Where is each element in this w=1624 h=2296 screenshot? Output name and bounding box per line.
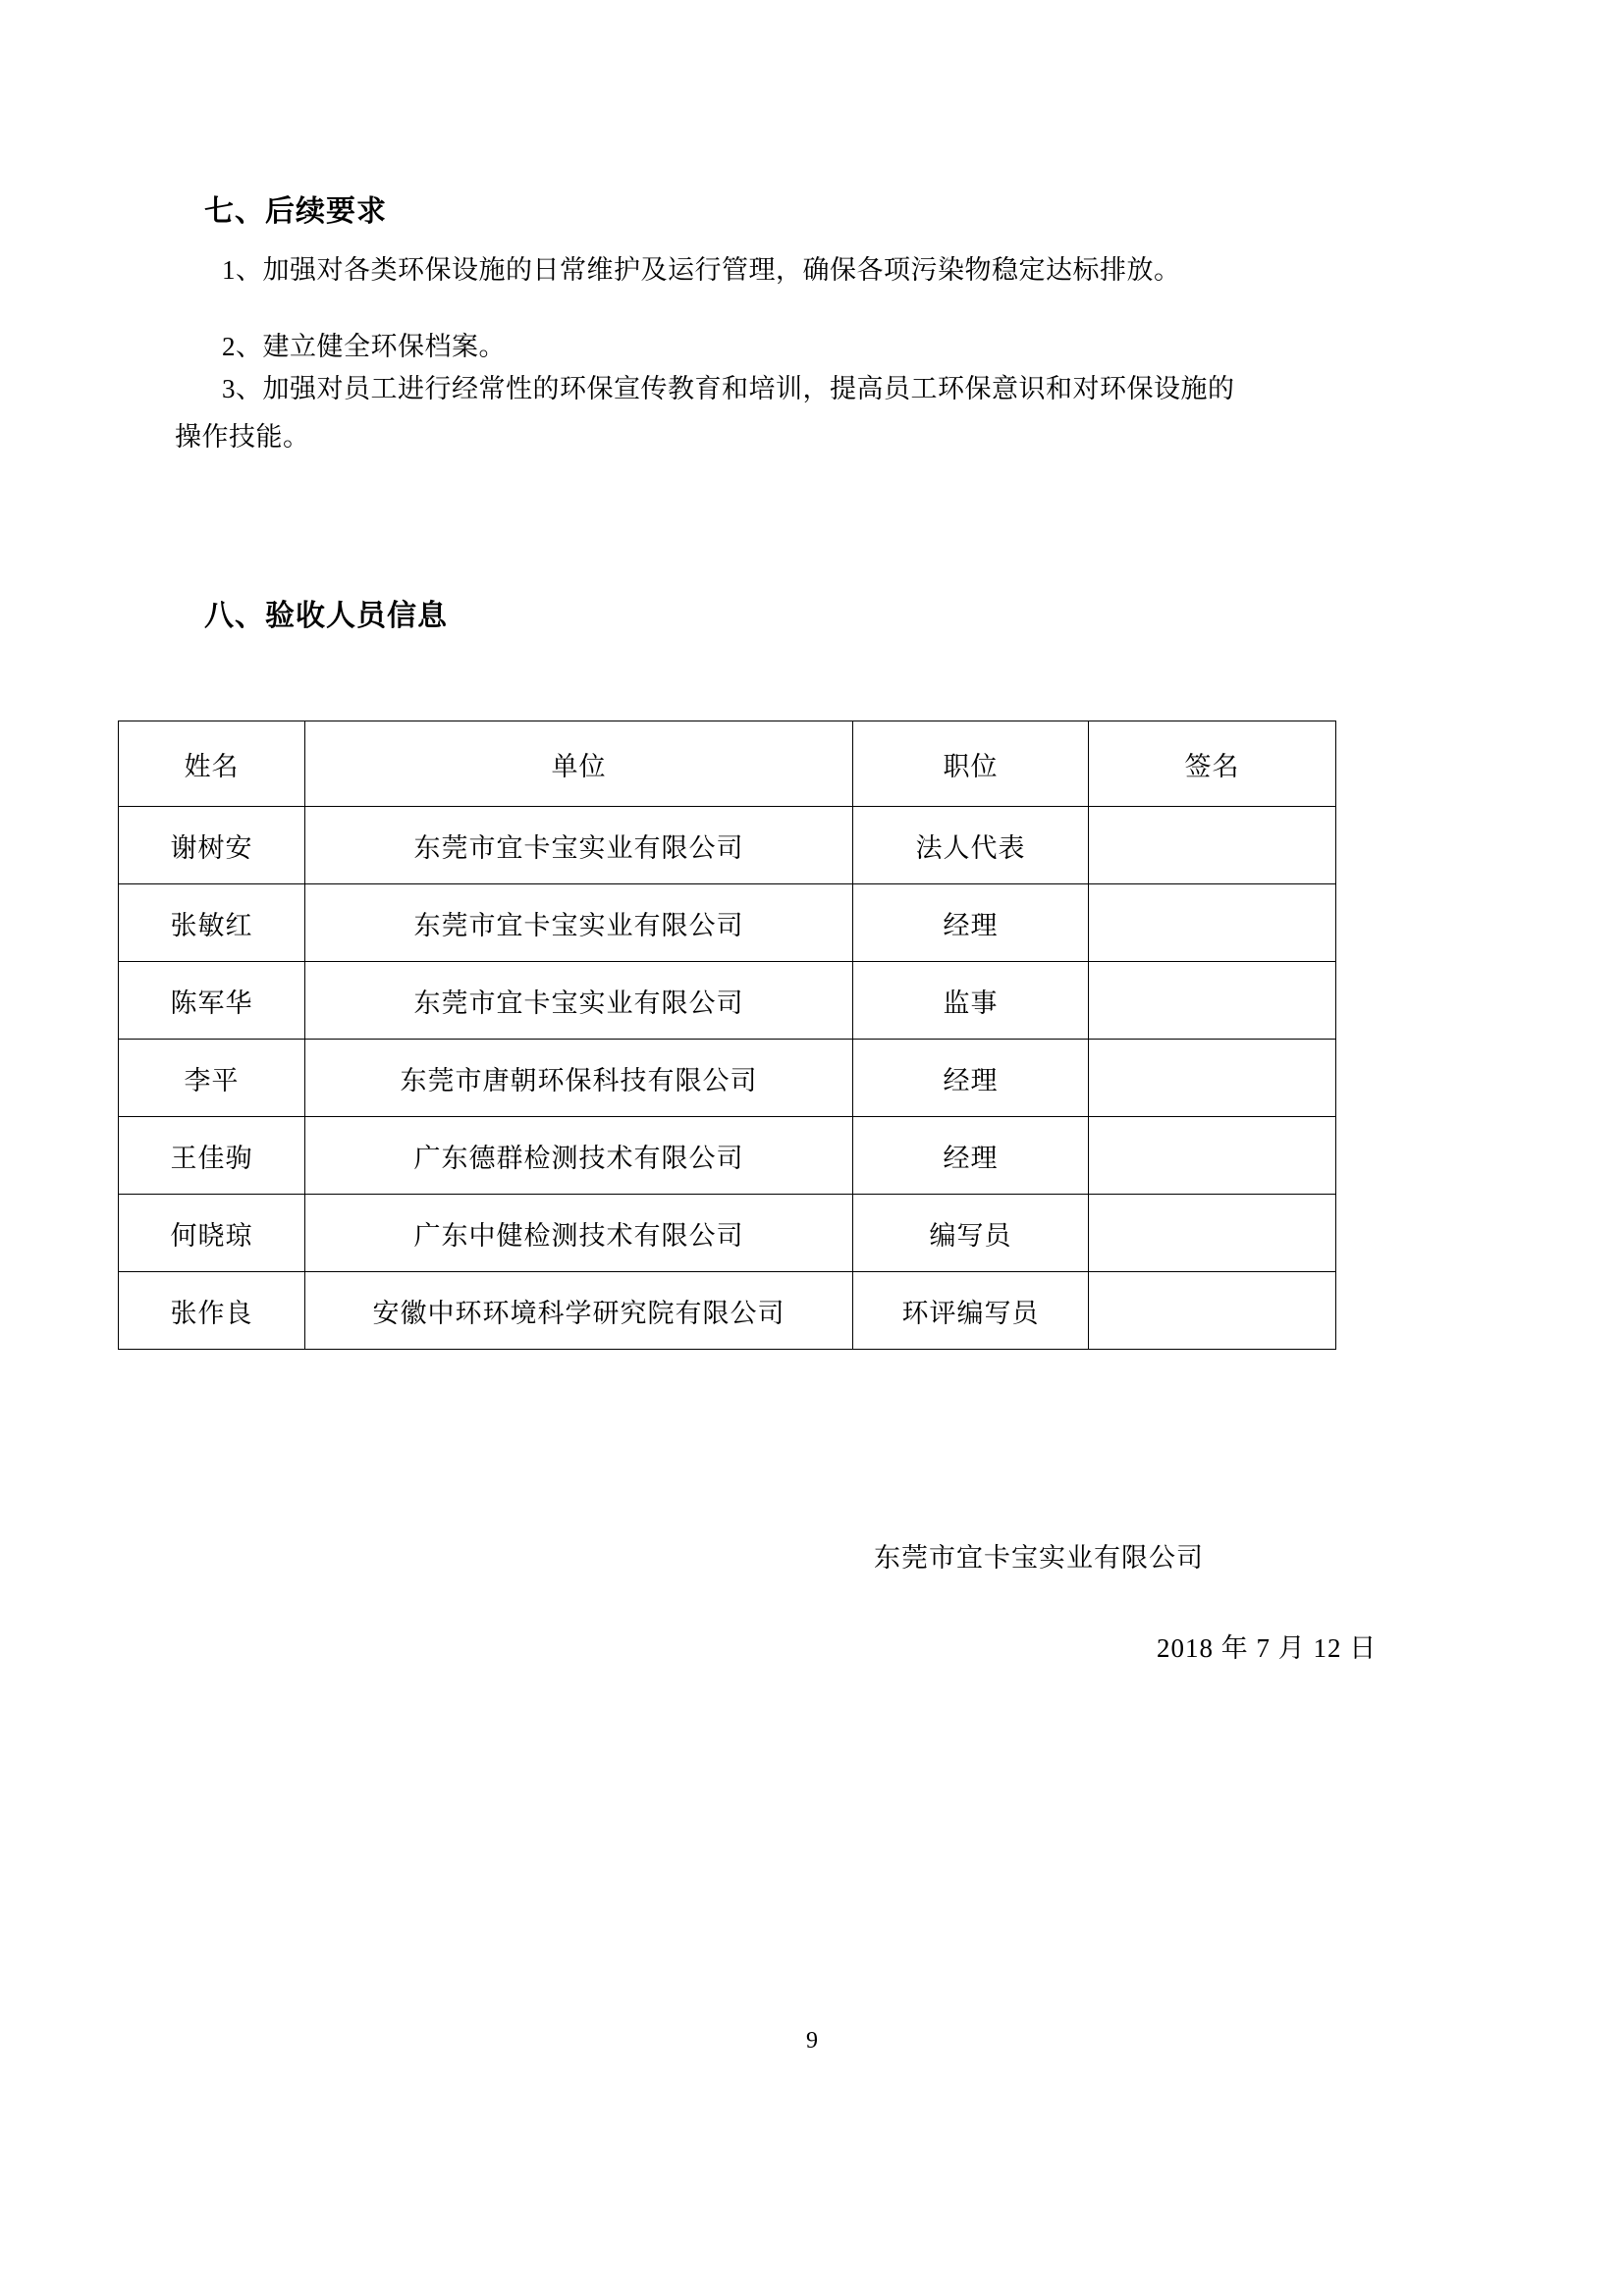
cell-signature bbox=[1089, 807, 1336, 884]
table-row bbox=[119, 1195, 1336, 1272]
cell-name: 李平 bbox=[119, 1040, 305, 1117]
table-row bbox=[119, 1117, 1336, 1195]
cell-signature bbox=[1089, 1040, 1336, 1117]
acceptance-personnel-table-wrapper bbox=[118, 721, 1335, 1350]
cell-name: 张作良 bbox=[119, 1272, 305, 1350]
cell-name: 谢树安 bbox=[119, 807, 305, 884]
table-row bbox=[119, 1272, 1336, 1350]
cell-position: 法人代表 bbox=[853, 807, 1089, 884]
cell-unit: 东莞市宜卡宝实业有限公司 bbox=[305, 962, 853, 1040]
cell-signature bbox=[1089, 962, 1336, 1040]
cell-unit: 广东中健检测技术有限公司 bbox=[305, 1195, 853, 1272]
cell-name: 张敏红 bbox=[119, 884, 305, 962]
cell-unit: 东莞市宜卡宝实业有限公司 bbox=[305, 807, 853, 884]
table-header-row bbox=[119, 721, 1336, 807]
table-row bbox=[119, 962, 1336, 1040]
section-heading-eight: 八、验收人员信息 bbox=[204, 600, 448, 632]
column-header-position: 职位 bbox=[853, 721, 1089, 807]
cell-unit: 广东德群检测技术有限公司 bbox=[305, 1117, 853, 1195]
cell-position: 经理 bbox=[853, 1040, 1089, 1117]
table-row bbox=[119, 1040, 1336, 1117]
table-body bbox=[119, 807, 1336, 1350]
section7-item-1: 1、加强对各类环保设施的日常维护及运行管理，确保各项污染物稳定达标排放。 bbox=[222, 255, 1181, 285]
cell-signature bbox=[1089, 1195, 1336, 1272]
cell-name: 陈军华 bbox=[119, 962, 305, 1040]
acceptance-personnel-table bbox=[118, 721, 1336, 1350]
section7-item-3-continued: 操作技能。 bbox=[175, 422, 310, 452]
signing-company: 东莞市宜卡宝实业有限公司 bbox=[874, 1543, 1204, 1573]
cell-name: 何晓琼 bbox=[119, 1195, 305, 1272]
table-row bbox=[119, 884, 1336, 962]
cell-position: 编写员 bbox=[853, 1195, 1089, 1272]
column-header-signature: 签名 bbox=[1089, 721, 1336, 807]
cell-unit: 东莞市唐朝环保科技有限公司 bbox=[305, 1040, 853, 1117]
signing-date: 2018 年 7 月 12 日 bbox=[1157, 1633, 1378, 1663]
cell-signature bbox=[1089, 1117, 1336, 1195]
column-header-unit: 单位 bbox=[305, 721, 853, 807]
cell-signature bbox=[1089, 1272, 1336, 1350]
section7-item-3: 3、加强对员工进行经常性的环保宣传教育和培训，提高员工环保意识和对环保设施的 bbox=[222, 374, 1235, 403]
section7-item-2: 2、建立健全环保档案。 bbox=[222, 332, 506, 361]
cell-position: 经理 bbox=[853, 884, 1089, 962]
cell-name: 王佳驹 bbox=[119, 1117, 305, 1195]
section-heading-seven: 七、后续要求 bbox=[204, 195, 387, 228]
cell-position: 环评编写员 bbox=[853, 1272, 1089, 1350]
cell-position: 监事 bbox=[853, 962, 1089, 1040]
column-header-name: 姓名 bbox=[119, 721, 305, 807]
table-row bbox=[119, 807, 1336, 884]
cell-unit: 安徽中环环境科学研究院有限公司 bbox=[305, 1272, 853, 1350]
cell-signature bbox=[1089, 884, 1336, 962]
page-number: 9 bbox=[806, 2028, 818, 2054]
cell-position: 经理 bbox=[853, 1117, 1089, 1195]
cell-unit: 东莞市宜卡宝实业有限公司 bbox=[305, 884, 853, 962]
table-head bbox=[119, 721, 1336, 807]
